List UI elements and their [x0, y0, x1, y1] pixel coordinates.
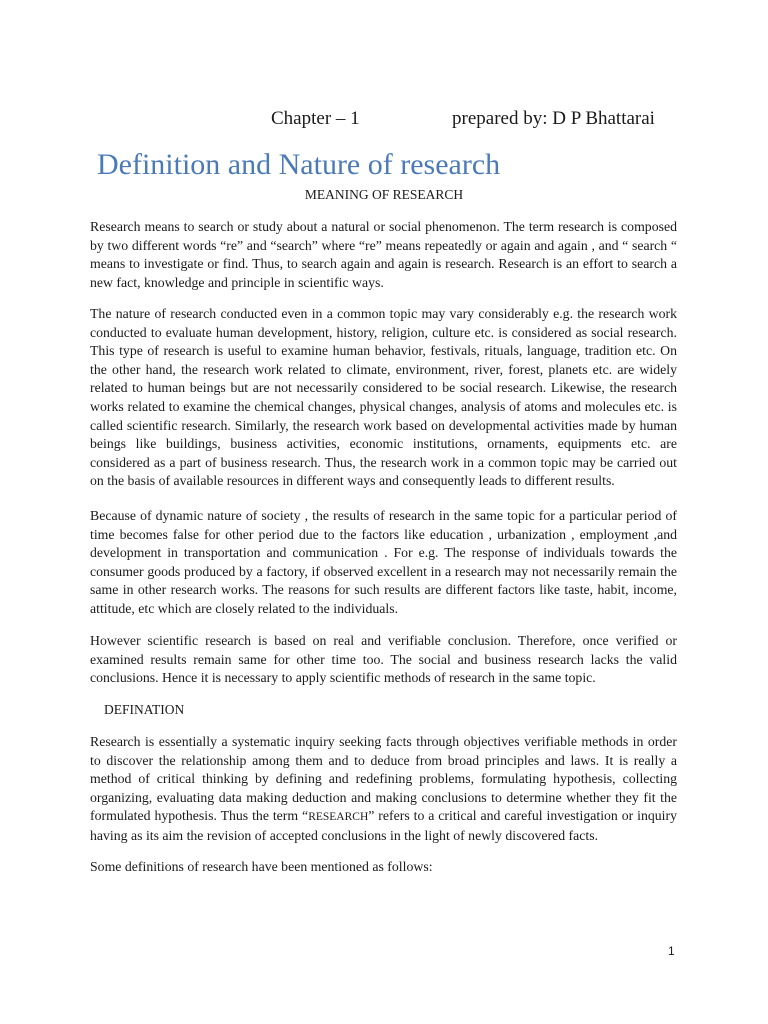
paragraph-meaning: Research means to search or study about a natural or social phenomenon. The term research is composed by two different words “re” and “search” where “re” means repeatedly or again and again , and “ search “ means to investigate or find. Thus, to search again and again is research. Research is an effort to search a new fact, knowledge and principle in scientific ways.	[90, 219, 677, 290]
section-heading-definition: DEFINATION	[104, 702, 185, 717]
author-credit: prepared by: D P Bhattarai	[452, 108, 655, 129]
paragraph-definitions-intro: Some definitions of research have been mentioned as follows:	[90, 859, 433, 874]
paragraph-definition	[90, 733, 677, 846]
chapter-label: Chapter – 1	[271, 108, 360, 129]
page-header	[0, 106, 768, 132]
paragraph-nature: The nature of research conducted even in a common topic may vary considerably e.g. the research work conducted to evaluate human development, history, religion, culture etc. is considered as social research. This type of research is useful to examine human behavior, festivals, rituals, language, tradition etc. On the other hand, the research work related to climate, environment, river, forest, planets etc. are widely related to human beings but are not necessarily considered to be social research. Likewise, the research works related to examine the chemical changes, physical changes, analysis of atoms and molecules etc. is called scientific research. Similarly, the research work based on developmental activities made by human beings like buildings, business activities, economic institutions, ornaments, equipments etc. are considered as a part of business research. Thus, the research work in a common topic may be carried out on the basis of available resources in different ways and consequently leads to different results.	[90, 306, 677, 489]
definition-text-start: Research is essentially a systematic inquiry seeking facts through objectives verifiable methods in order to discover the relationship among them and to deduce from broad principles and laws. It is really a method of critical thinking by defining and redefining problems, formulating hypothesis, collecting organizing, evaluating data making deduction and making conclusions to determine whether they fit the formulated hypothesis. Thus the term “	[90, 734, 677, 824]
definition-text-end: ” refers to a critical and careful investigation or inquiry having as its aim the revision of accepted conclusions in the light of newly discovered facts.	[90, 808, 677, 843]
research-term: RESEARCH	[308, 811, 369, 824]
paragraph-scientific-research: However scientific research is based on real and verifiable conclusion. Therefore, once verified or examined results remain same for other time too. The social and business research lacks the valid conclusions. Hence it is necessary to apply scientific methods of research in the same topic.	[90, 633, 677, 686]
page-title: Definition and Nature of research	[97, 148, 501, 181]
subtitle-text: MEANING OF RESEARCH	[304, 187, 464, 202]
paragraph-dynamic-nature: Because of dynamic nature of society , the results of research in the same topic for a particular period of time becomes false for other period due to the factors like education , urbanization , employment ,and development in transportation and communication . For e.g. The response of individuals towards the consumer goods produced by a factory, if observed excellent in a research may not necessarily remain the same in other research works. The reasons for such results are different factors like taste, habit, income, attitude, etc which are closely related to the individuals.	[90, 508, 677, 616]
section-subtitle	[0, 186, 768, 204]
page-number: 1	[668, 944, 675, 958]
